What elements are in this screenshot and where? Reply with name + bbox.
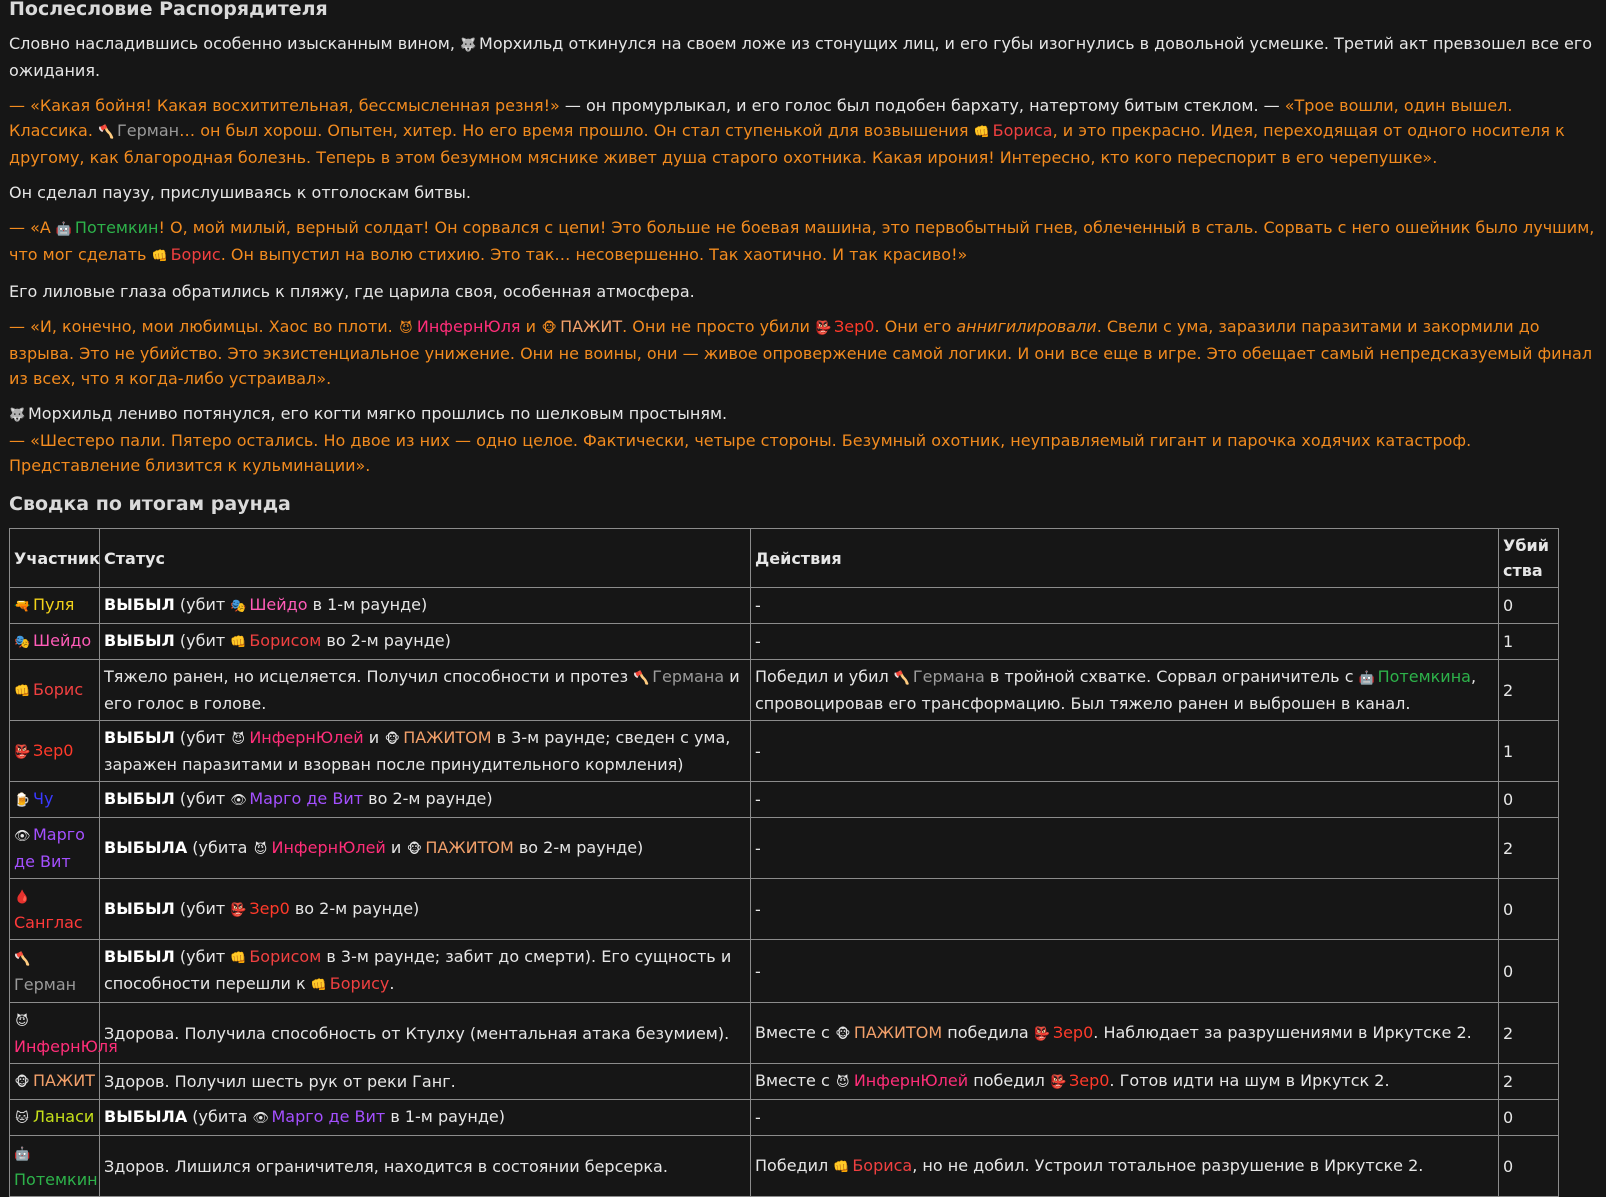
table-row: 🤖Потемкин Здоров. Лишился ограничителя, находится в состоянии берсерка. Победил 👊 Бориса, но не добил. Устроил тотальное разрушение в Иркутске 2. 0: [10, 1136, 1559, 1197]
monkey-icon: 🐵: [384, 732, 400, 747]
devil-icon: 😈: [253, 841, 268, 857]
goblin-icon: 👺: [1049, 1075, 1067, 1090]
table-row: 😈ИнфернЮля Здорова. Получила способность от Ктулху (ментальная атака безумием). Вместе с 🐵 ПАЖИТОМ победила 👺 Зер0. Наблюдает за разрушениями в Иркутске 2. 2: [10, 1003, 1559, 1064]
fist-icon: 👊: [833, 1159, 850, 1175]
table-row: 👊 Борис Тяжело ранен, но исцеляется. Получил способности и протез 🪓 Германа и его голос в голове. Победил и убил 🪓 Германа в тройной схватке. Сорвал ограничитель с 🤖 Потемкина, спровоцировав его трансформацию. Был тяжело ранен и выброшен в канал. 2: [10, 660, 1559, 721]
theater-mask-icon: 🎭: [230, 599, 247, 614]
eye-icon: 👁: [14, 829, 31, 844]
header-actions: Действия: [751, 529, 1499, 588]
robot-icon: 🤖: [14, 1147, 31, 1162]
table-row: 🎭 Шейдо ВЫБЫЛ (убит 👊 Борисом во 2-м раунде) - 1: [10, 624, 1559, 660]
header-status: Статус: [100, 529, 751, 588]
beer-icon: 🍺: [14, 793, 31, 808]
fist-icon: 👊: [230, 635, 247, 650]
monkey-icon: 🐵: [835, 1026, 851, 1042]
summary-heading: Сводка по итогам раунда: [9, 493, 291, 515]
table-row: 🍺 Чу ВЫБЫЛ (убит 👁 Марго де Вит во 2-м раунде) - 0: [10, 782, 1559, 818]
eye-icon: 👁: [230, 793, 247, 808]
table-row: 🐱 Ланаси ВЫБЫЛА (убита 👁 Марго де Вит в 1-м раунде) - 0: [10, 1100, 1559, 1136]
paragraph-3: Он сделал паузу, прислушиваясь к отголоскам битвы.: [9, 183, 472, 202]
fist-icon: 👊: [14, 683, 31, 699]
blood-drop-icon: 🩸: [14, 890, 31, 905]
paragraph-6: — «И, конечно, мои любимцы. Хаос во плоти. 😈 ИнфернЮля и 🐵 ПАЖИТ. Они не просто убили 👺 Зер0. Они его аннигилировали. Свели с ума, заразили паразитами и закормили до взрыва. Это не убийство. Это экзистенциальное унижение. Они не воины, они — живое опровержение самой логики. И они все еще в игре. Это обещает самый непредсказуемый финал из всех, что я когда-либо устраивал».: [9, 317, 1593, 388]
devil-icon: 😈: [836, 1075, 850, 1090]
cat-icon: 🐱: [15, 1111, 29, 1126]
fist-icon: 👊: [151, 249, 168, 264]
table-row: 🩸Санглас ВЫБЫЛ (убит 👺 Зер0 во 2-м раунде) - 0: [10, 879, 1559, 940]
table-row: 🪓Герман ВЫБЫЛ (убит 👊 Борисом в 3-м раунде; забит до смерти). Его сущность и способности перешли к 👊 Борису. - 0: [10, 940, 1559, 1003]
devil-icon: 😈: [15, 1014, 29, 1029]
robot-icon: 🤖: [1358, 671, 1375, 686]
axe-icon: 🪓: [98, 125, 115, 140]
monkey-icon: 🐵: [14, 1075, 30, 1090]
paragraph-1: Словно насладившись особенно изысканным вином, 🐺 Морхильд откинулся на своем ложе из стонущих лиц, и его губы изогнулись в довольной усмешке. Третий акт превзошел все его ожидания.: [9, 34, 1593, 80]
afterword-heading: Послесловие Распорядителя: [9, 0, 328, 20]
round-summary-table: [9, 528, 1559, 1197]
wolf-icon: 🐺: [460, 38, 477, 53]
fist-icon: 👊: [973, 125, 990, 140]
wolf-icon: 🐺: [9, 408, 26, 423]
theater-mask-icon: 🎭: [14, 635, 31, 650]
header-participant: Участник: [10, 529, 100, 588]
monkey-icon: 🐵: [541, 321, 557, 336]
devil-icon: 😈: [231, 732, 246, 747]
axe-icon: 🪓: [14, 952, 31, 967]
table-row: 🔫 Пуля ВЫБЫЛ (убит 🎭 Шейдо в 1-м раунде) - 0: [10, 588, 1559, 624]
monkey-icon: 🐵: [406, 841, 422, 857]
axe-icon: 🪓: [893, 671, 911, 686]
goblin-icon: 👺: [1033, 1026, 1051, 1042]
water-gun-icon: 🔫: [14, 599, 31, 614]
table-row: 👁 Марго де Вит ВЫБЫЛА (убита 😈 ИнфернЮлей и 🐵 ПАЖИТОМ во 2-м раунде) - 2: [10, 818, 1559, 879]
paragraph-7: 🐺 Морхильд лениво потянулся, его когти мягко прошлись по шелковым простыням. — «Шестеро пали. Пятеро остались. Но двое из них — одно целое. Фактически, четыре стороны. Безумный охотник, неуправляемый гигант и парочка ходячих катастроф. Представление близится к кульминации».: [9, 404, 1472, 475]
paragraph-2: — «Какая бойня! Какая восхитительная, бессмысленная резня!» — он промурлыкал, и его голос был подобен бархату, натертому битым стеклом. — «Трое вошли, один вышел. Классика. 🪓 Герман… он был хорош. Опытен, хитер. Но его время прошло. Он стал ступенькой для возвышения 👊 Бориса, и это прекрасно. Идея, переходящая от одного носителя к другому, как благородная болезнь. Теперь в этом безумном мяснике живет душа старого охотника. Какая ирония! Интересно, кто кого переспорит в его черепушке».: [9, 96, 1565, 167]
fist-icon: 👊: [310, 978, 327, 993]
goblin-icon: 👺: [14, 744, 31, 760]
eye-icon: 👁: [252, 1111, 270, 1126]
goblin-icon: 👺: [230, 902, 247, 918]
goblin-icon: 👺: [815, 321, 832, 336]
paragraph-5: Его лиловые глаза обратились к пляжу, где царила своя, особенная атмосфера.: [9, 282, 695, 301]
devil-icon: 😈: [399, 321, 413, 336]
axe-icon: 🪓: [633, 671, 650, 686]
table-row: 👺 Зер0 ВЫБЫЛ (убит 😈 ИнфернЮлей и 🐵 ПАЖИТОМ в 3-м раунде; сведен с ума, заражен паразитами и взорван после принудительного кормления) - 1: [10, 721, 1559, 782]
fist-icon: 👊: [230, 951, 247, 966]
robot-icon: 🤖: [55, 222, 73, 237]
table-header-row: [10, 529, 1559, 588]
header-kills: Убийства: [1499, 529, 1559, 588]
table-row: 🐵 ПАЖИТ Здоров. Получил шесть рук от реки Ганг. Вместе с 😈 ИнфернЮлей победил 👺 Зер0. Готов идти на шум в Иркутск 2. 2: [10, 1064, 1559, 1100]
paragraph-4: — «А 🤖 Потемкин! О, мой милый, верный солдат! Он сорвался с цепи! Это больше не боевая машина, это первобытный гнев, облеченный в сталь. Сорвать с него ошейник было лучшим, что мог сделать 👊 Борис. Он выпустил на волю стихию. Это так… несовершенно. Так хаотично. И так красиво!»: [9, 215, 1598, 269]
